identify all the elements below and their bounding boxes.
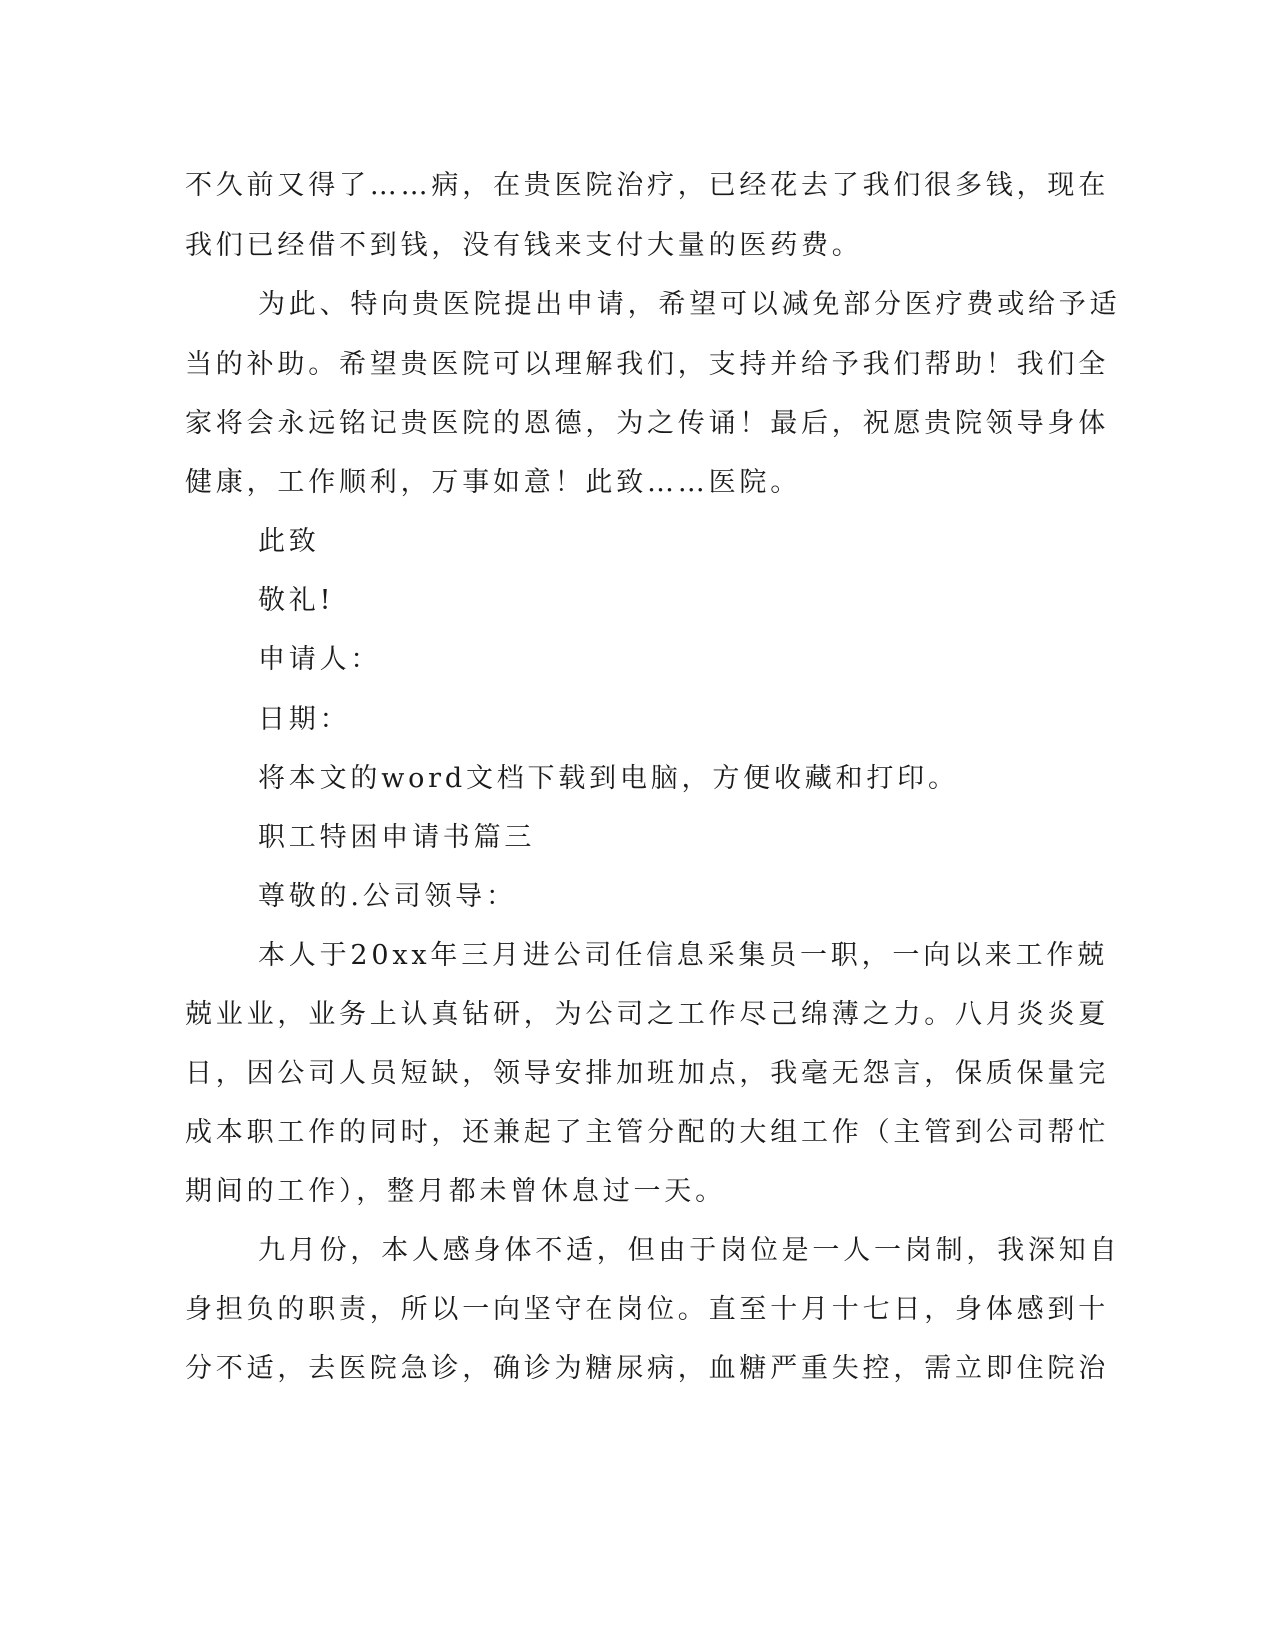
paragraph-line: 健康，工作顺利，万事如意！此致……医院。	[185, 467, 801, 498]
paragraph-line: 为此、特向贵医院提出申请，希望可以减免部分医疗费或给予适	[258, 289, 1121, 320]
section-heading: 职工特困申请书篇三	[258, 822, 536, 853]
date-label: 日期：	[258, 704, 351, 735]
paragraph-line: 我们已经借不到钱，没有钱来支付大量的医药费。	[185, 230, 863, 261]
paragraph-line: 身担负的职责，所以一向坚守在岗位。直至十月十七日，身体感到十	[185, 1294, 1109, 1325]
paragraph-line: 本人于20xx年三月进公司任信息采集员一职，一向以来工作兢	[258, 940, 1109, 971]
closing-phrase: 此致	[258, 526, 320, 557]
download-note: 将本文的word文档下载到电脑，方便收藏和打印。	[258, 763, 959, 794]
paragraph-line: 日，因公司人员短缺，领导安排加班加点，我毫无怨言，保质保量完	[185, 1058, 1109, 1089]
paragraph-line: 不久前又得了……病，在贵医院治疗，已经花去了我们很多钱，现在	[185, 170, 1109, 201]
paragraph-line: 分不适，去医院急诊，确诊为糖尿病，血糖严重失控，需立即住院治	[185, 1353, 1109, 1384]
paragraph-line: 家将会永远铭记贵医院的恩德，为之传诵！最后，祝愿贵院领导身体	[185, 408, 1109, 439]
paragraph-line: 兢业业，业务上认真钻研，为公司之工作尽己绵薄之力。八月炎炎夏	[185, 999, 1109, 1030]
paragraph-line: 成本职工作的同时，还兼起了主管分配的大组工作（主管到公司帮忙	[185, 1117, 1109, 1148]
paragraph-line: 期间的工作），整月都未曾休息过一天。	[185, 1176, 726, 1207]
closing-salute: 敬礼!	[258, 585, 335, 616]
paragraph-line: 当的补助。希望贵医院可以理解我们，支持并给予我们帮助！我们全	[185, 349, 1109, 380]
salutation: 尊敬的.公司领导：	[258, 881, 517, 912]
applicant-label: 申请人：	[258, 644, 382, 675]
paragraph-line: 九月份，本人感身体不适，但由于岗位是一人一岗制，我深知自	[258, 1235, 1121, 1266]
